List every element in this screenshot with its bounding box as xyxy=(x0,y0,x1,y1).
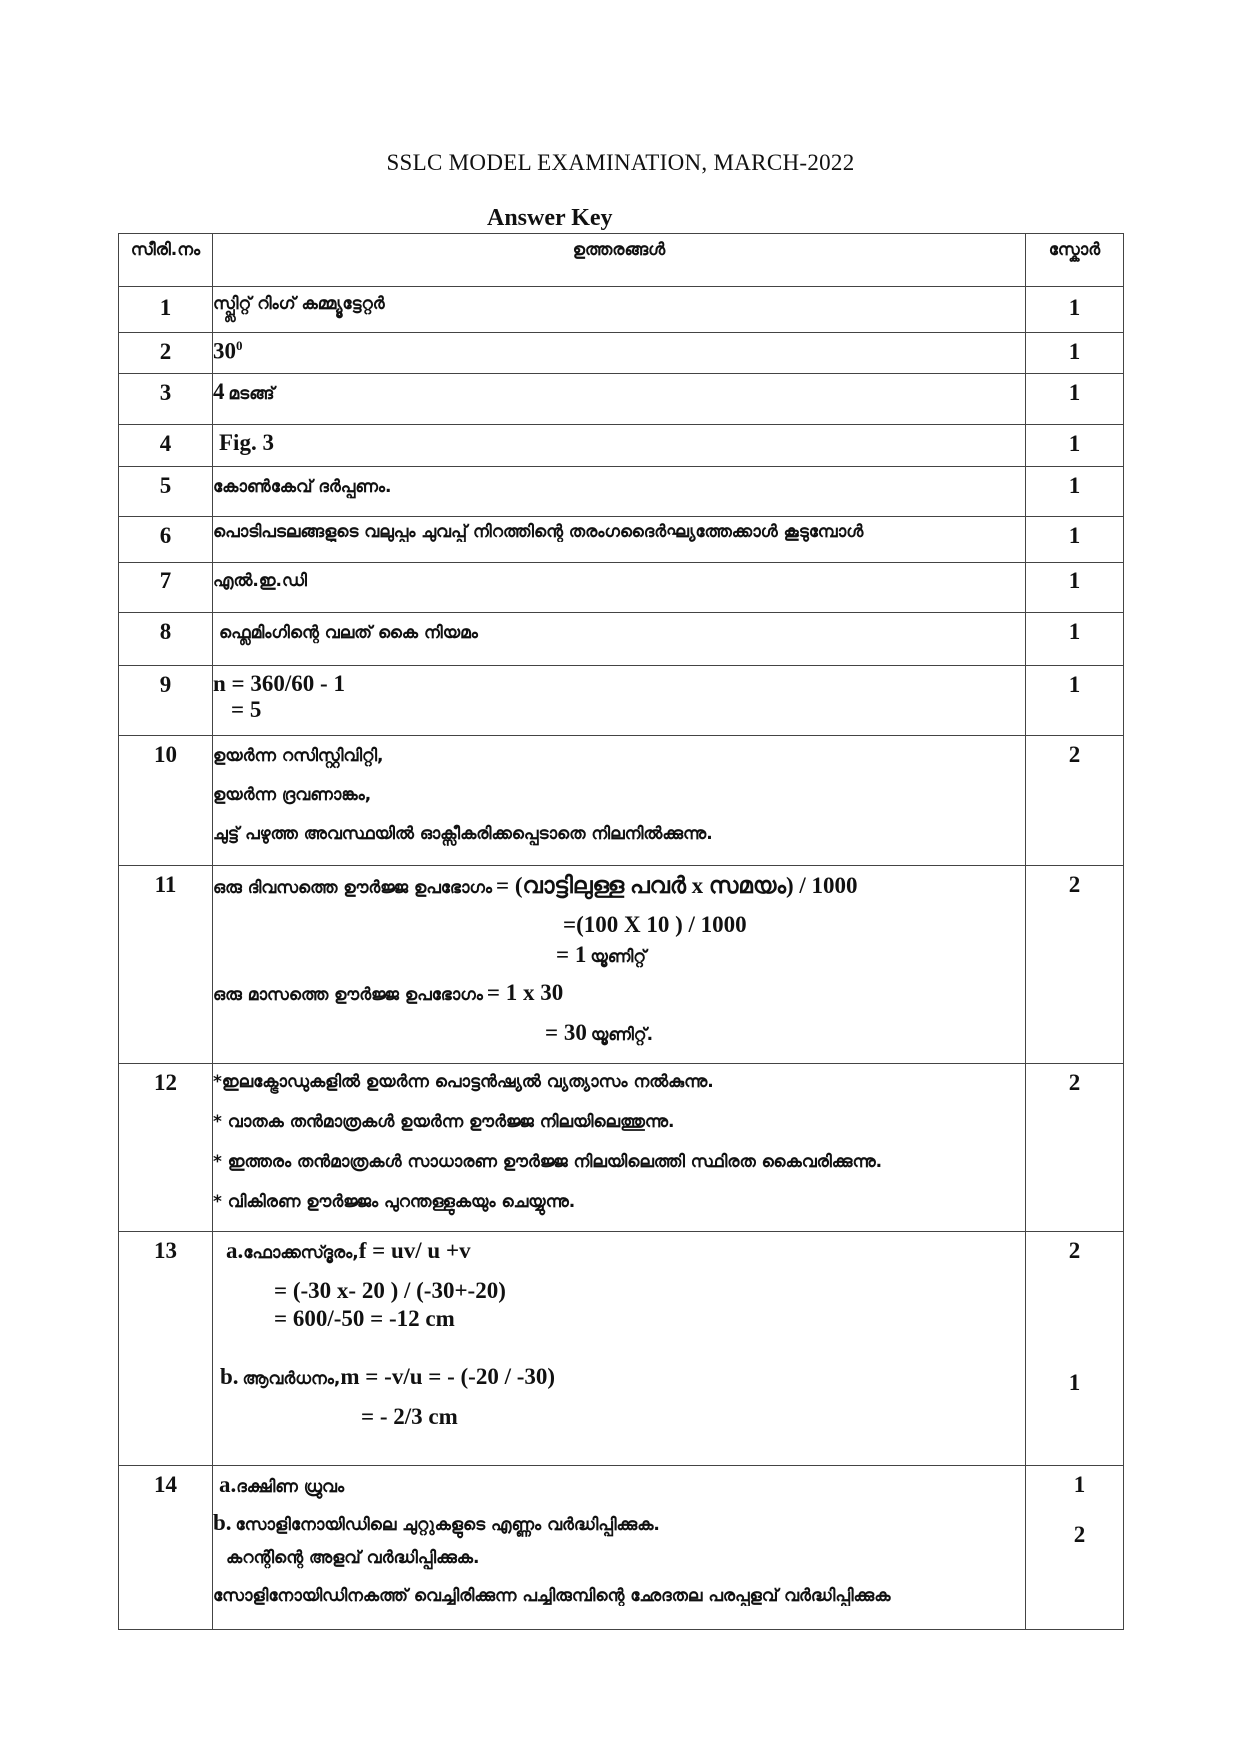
answer-text: സ്പ്ലിറ്റ് റിംഗ് കമ്മ്യൂട്ടേറ്റർ xyxy=(213,294,385,314)
equation-line: n = 360/60 - 1 xyxy=(213,671,345,696)
answer-line: b. സോളിനോയിഡിലെ ചുറ്റുകളുടെ എണ്ണം വർദ്ധിപ്പിക്കുക. xyxy=(213,1510,660,1535)
serial-number: 8 xyxy=(159,619,172,644)
score-value: 1 xyxy=(1068,523,1081,548)
serial-number: 4 xyxy=(159,431,172,456)
answer-line: *ഇലക്ട്രോഡുകളിൽ ഉയർന്ന പൊട്ടൻഷ്യൽ വ്യത്യാസം നൽകുന്നു. xyxy=(213,1072,714,1092)
score-value: 1 xyxy=(1068,295,1081,320)
table-row xyxy=(119,374,1124,425)
focal-result-line: = 600/-50 = -12 cm xyxy=(274,1306,455,1331)
score-value: 1 xyxy=(1068,1370,1081,1395)
answer-line: ചുട്ട് പഴുത്ത അവസ്ഥയിൽ ഓക്സീകരിക്കപ്പെടാതെ നിലനിൽക്കുന്നു. xyxy=(213,824,713,844)
score-value: 1 xyxy=(1068,672,1081,697)
table-row xyxy=(119,287,1124,333)
score-value: 2 xyxy=(1068,1070,1081,1095)
answer-line: * ഇത്തരം തൻമാത്രകൾ സാധാരണ ഊർജ്ജ നിലയിലെത്തി സ്ഥിരത കൈവരിക്കുന്നു. xyxy=(213,1152,883,1172)
focal-calc-line: = (-30 x- 20 ) / (-30+-20) xyxy=(274,1278,506,1303)
serial-number: 12 xyxy=(154,1070,177,1095)
answer-key-heading: Answer Key xyxy=(487,205,613,231)
answer-key-table xyxy=(118,233,1124,1630)
serial-number: 14 xyxy=(154,1472,177,1497)
serial-number: 5 xyxy=(159,473,172,498)
serial-number: 1 xyxy=(159,295,172,320)
serial-number: 11 xyxy=(154,872,177,897)
answer-line: * വാതക തൻമാത്രകൾ ഉയർന്ന ഊർജ്ജ നിലയിലെത്തുന്നു. xyxy=(213,1112,675,1132)
score-value: 1 xyxy=(1068,473,1081,498)
serial-header: സീരി.നം xyxy=(130,240,201,260)
energy-month-line: ഒരു മാസത്തെ ഊർജ്ജ ഉപഭോഗം = 1 x 30 xyxy=(213,980,564,1005)
table-row xyxy=(119,1466,1124,1630)
degree-superscript: 0 xyxy=(236,338,243,353)
magnification-line: b. ആവർധനം,m = -v/u = - (-20 / -30) xyxy=(220,1364,556,1389)
answer-text: 4 മടങ്ങ് xyxy=(213,379,275,404)
score-value: 1 xyxy=(1068,339,1081,364)
serial-number: 2 xyxy=(159,339,172,364)
score-value: 2 xyxy=(1068,1238,1081,1263)
table-row xyxy=(119,666,1124,736)
energy-calc-line: =(100 X 10 ) / 1000 xyxy=(563,912,747,937)
score-value: 1 xyxy=(1068,568,1081,593)
answer-text: ഫ്ലെമിംഗിന്റെ വലത് കൈ നിയമം xyxy=(219,623,478,643)
serial-number: 9 xyxy=(159,672,172,697)
answer-text: എൽ.ഇ.ഡി xyxy=(213,571,307,591)
equation-line: = 5 xyxy=(231,697,262,722)
score-value: 1 xyxy=(1068,431,1081,456)
table-row xyxy=(119,333,1124,374)
exam-title: SSLC MODEL EXAMINATION, MARCH-2022 xyxy=(386,150,855,175)
answer-line: കറന്റിന്റെ അളവ് വർദ്ധിപ്പിക്കുക. xyxy=(226,1548,480,1568)
answer-line: ഉയർന്ന റസിസ്റ്റിവിറ്റി, xyxy=(213,746,384,766)
table-row xyxy=(119,563,1124,613)
table-header-row xyxy=(119,234,1124,287)
energy-result-line: = 1 യൂണിറ്റ് xyxy=(556,942,647,967)
score-value: 2 xyxy=(1068,742,1081,767)
score-header: സ്കോർ xyxy=(1048,240,1101,260)
score-value: 2 xyxy=(1068,872,1081,897)
answer-text: Fig. 3 xyxy=(219,430,274,455)
table-row xyxy=(119,517,1124,563)
answer-text: പൊടിപടലങ്ങളുടെ വലുപ്പം ചുവപ്പ് നിറത്തിന്റെ തരംഗദൈർഘ്യത്തേക്കാൾ കൂടുമ്പോൾ xyxy=(213,522,864,542)
serial-number: 13 xyxy=(154,1238,177,1263)
table-row xyxy=(119,1232,1124,1466)
table-row xyxy=(119,425,1124,467)
score-value: 1 xyxy=(1068,380,1081,405)
score-value: 1 xyxy=(1068,619,1081,644)
table-row xyxy=(119,613,1124,666)
answer-text: കോൺകേവ് ദർപ്പണം. xyxy=(213,477,392,497)
table-row xyxy=(119,467,1124,517)
serial-number: 10 xyxy=(154,742,177,767)
answer-line: ഉയർന്ന ദ്രവണാങ്കം, xyxy=(213,785,372,805)
table-row xyxy=(119,866,1124,1064)
answer-line: * വികിരണ ഊർജ്ജം പുറന്തള്ളുകയും ചെയ്യുന്നു. xyxy=(213,1192,576,1212)
answer-line: a.ദക്ഷിണ ധ്രുവം xyxy=(219,1472,345,1497)
magnification-result-line: = - 2/3 cm xyxy=(361,1404,458,1429)
serial-number: 7 xyxy=(159,568,172,593)
focal-length-line: a.ഫോക്കസ്ദൂരം,f = uv/ u +v xyxy=(226,1238,471,1263)
energy-day-line: ഒരു ദിവസത്തെ ഊർജ്ജ ഉപഭോഗം = (വാട്ടിലുള്ള പവർ x സമയം) / 1000 xyxy=(213,873,858,898)
score-value: 1 xyxy=(1073,1472,1086,1497)
answer-text: $30^0$ xyxy=(213,338,243,364)
table-row xyxy=(119,736,1124,866)
serial-number: 3 xyxy=(159,380,172,405)
score-value: 2 xyxy=(1073,1522,1086,1547)
serial-number: 6 xyxy=(159,523,172,548)
answer-line: സോളിനോയിഡിനകത്ത് വെച്ചിരിക്കുന്ന പച്ചിരുമ്പിന്റെ ഛേദതല പരപ്പളവ് വർദ്ധിപ്പിക്കുക xyxy=(213,1586,891,1606)
answers-header: ഉത്തരങ്ങൾ xyxy=(572,240,666,260)
energy-month-result-line: = 30 യൂണിറ്റ്. xyxy=(545,1020,654,1045)
table-row xyxy=(119,1064,1124,1232)
